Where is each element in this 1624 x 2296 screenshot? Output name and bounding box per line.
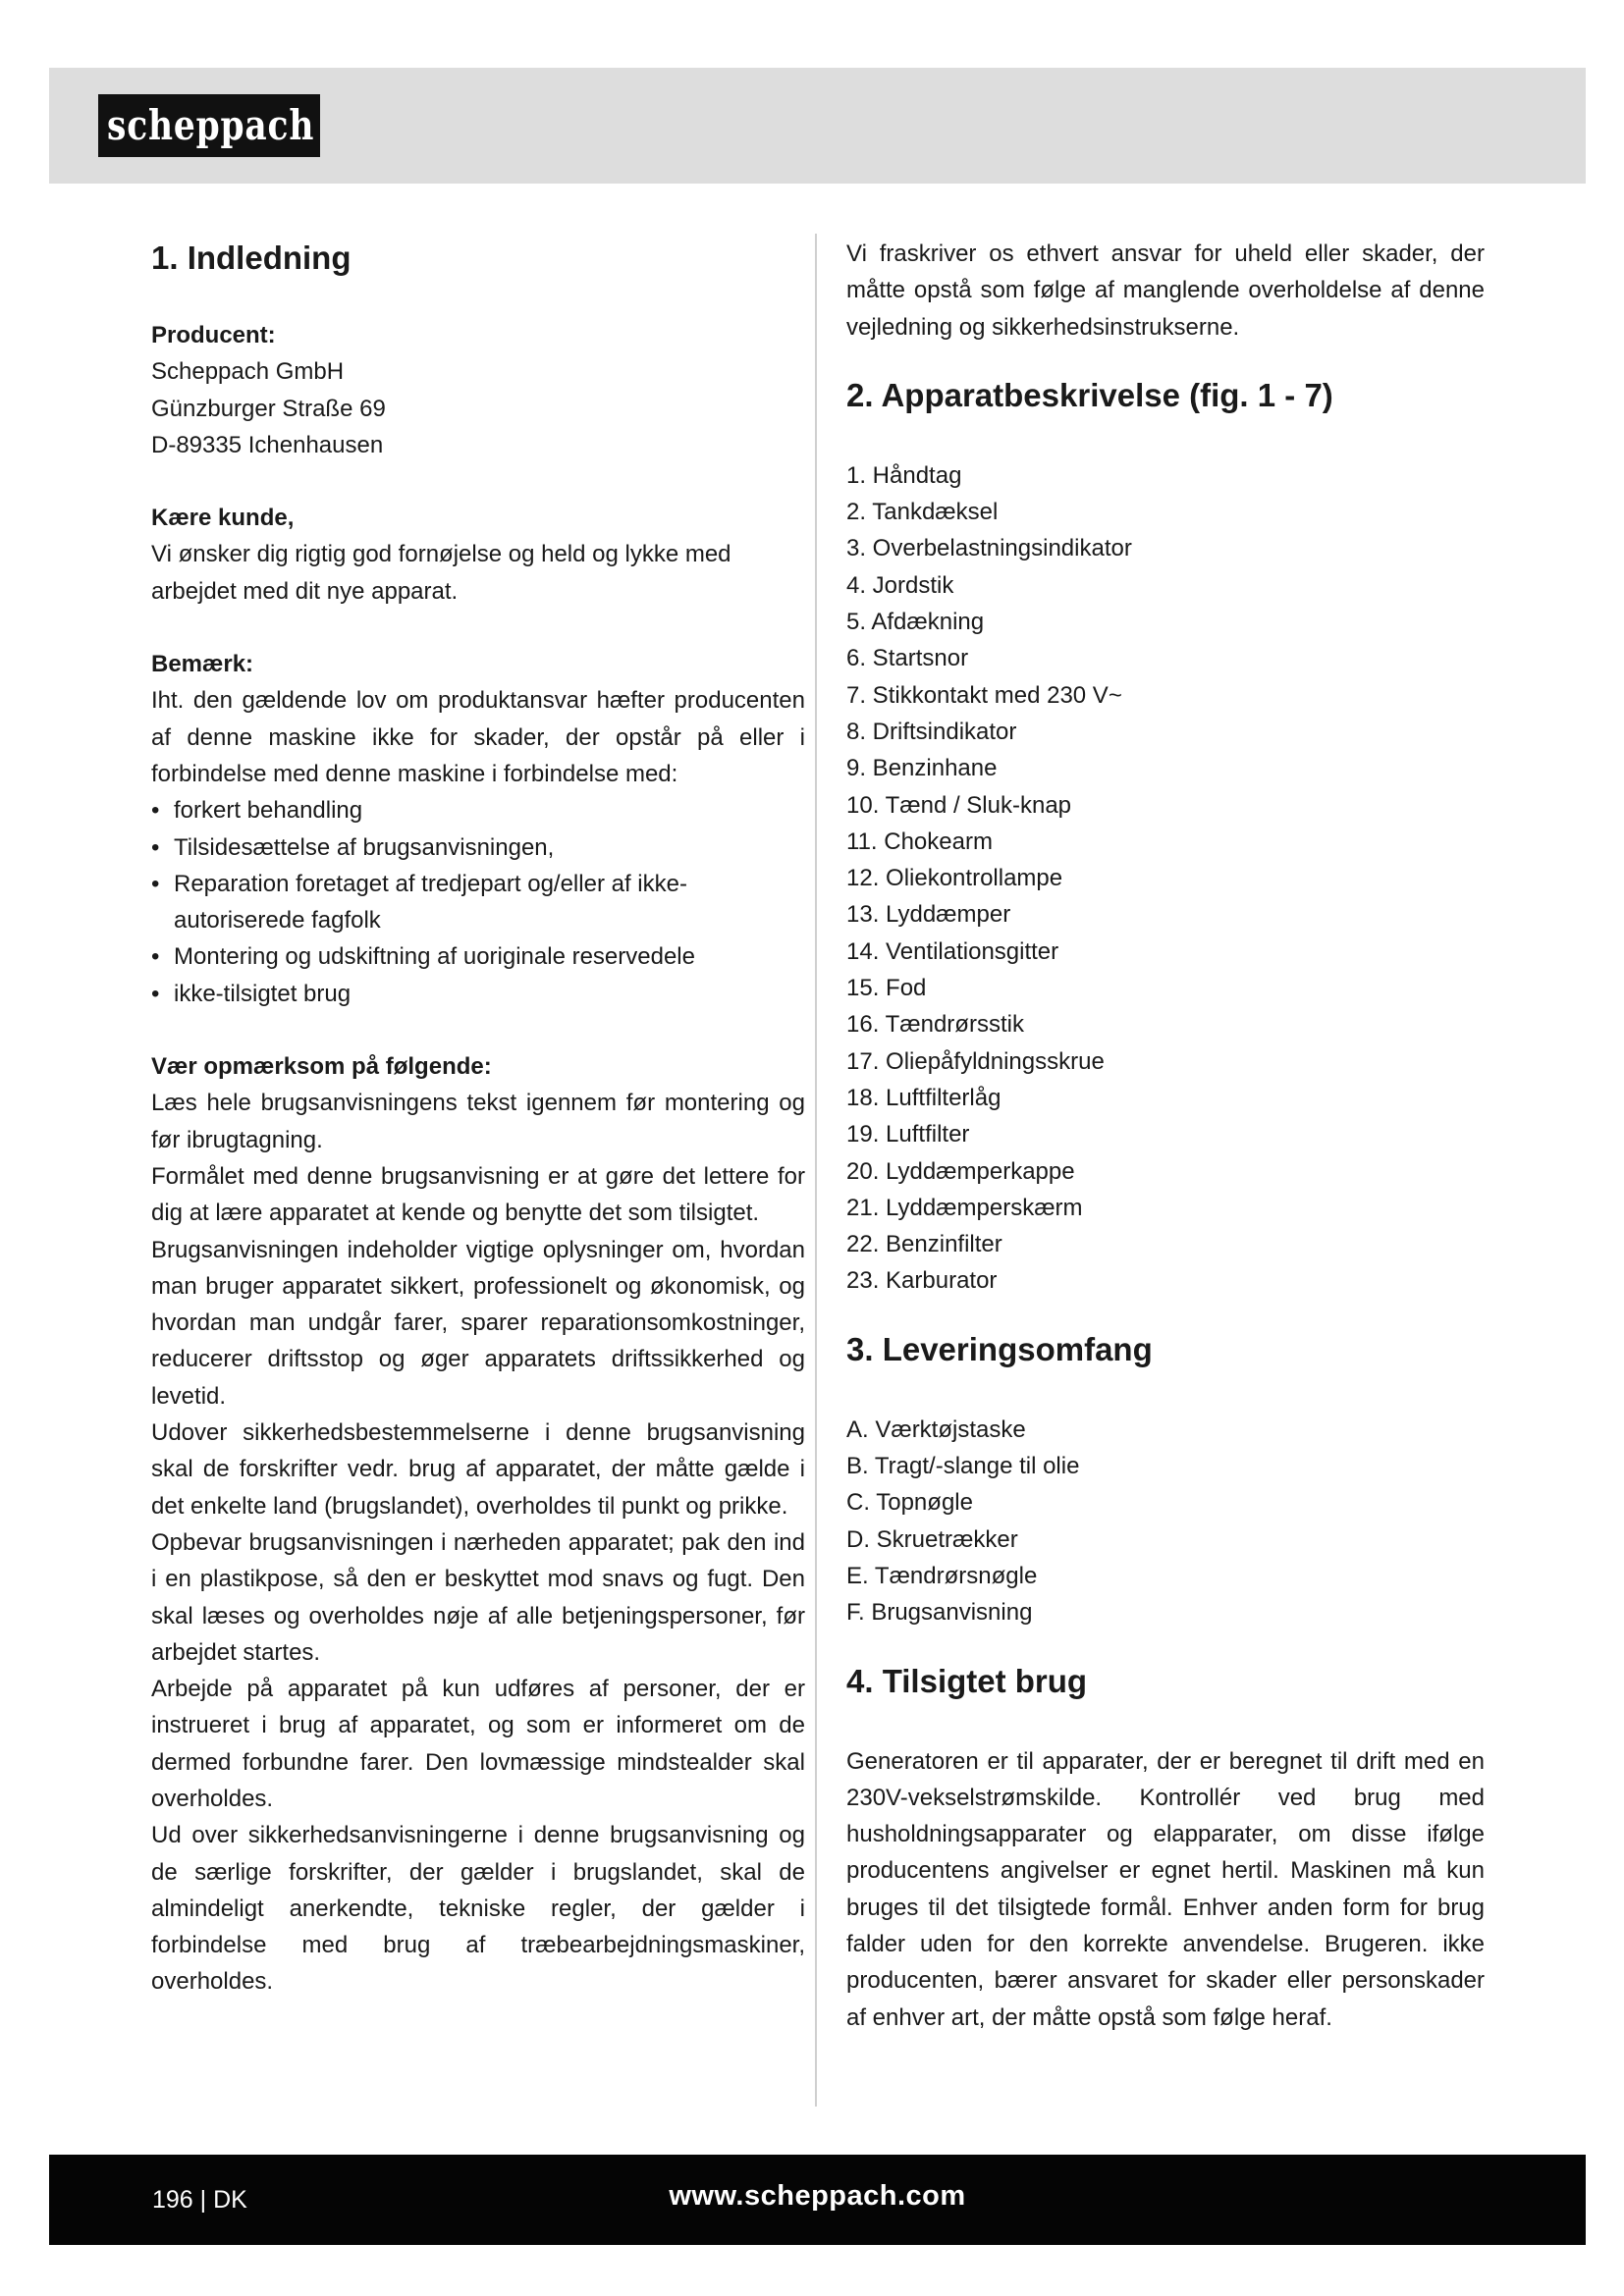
attention-paragraph: Opbevar brugsanvisningen i nærheden apparatet; pak den ind i en plastikpose, så den er beskyttet mod snavs og fugt. Den skal læses og overholdes nøje af alle betjeningspersoner, før arbejdet startes. (151, 1528, 805, 1666)
website-link[interactable]: www.scheppach.com (669, 2180, 966, 2212)
list-item: 2. Tankdæksel (846, 499, 999, 526)
header-band (49, 68, 1586, 184)
list-item: 23. Karburator (846, 1267, 998, 1295)
column-divider (815, 234, 817, 2107)
list-item: 19. Luftfilter (846, 1121, 970, 1148)
delivery-list (846, 1412, 1485, 1631)
list-item: 7. Stikkontakt med 230 V~ (846, 681, 1122, 709)
producer-street: Günzburger Straße 69 (151, 395, 386, 422)
section-4-title: 4. Tilsigtet brug (846, 1662, 1088, 1699)
left-column (151, 236, 805, 2001)
note-label: Bemærk: (151, 651, 254, 678)
attention-label: Vær opmærksom på følgende: (151, 1053, 492, 1081)
list-item: 16. Tændrørsstik (846, 1011, 1024, 1039)
list-item: 20. Lyddæmperkappe (846, 1157, 1075, 1185)
list-item: 9. Benzinhane (846, 755, 998, 782)
section-1-title: 1. Indledning (151, 240, 352, 276)
intended-use-text: Generatoren er til apparater, der er beregnet til drift med en 230V-vekselstrømskilde. Kontrollér ved brug med husholdningsapparater og elapparater, om disse ifølge producentens angivelser er egnet hertil. Maskinen må kun bruges til det tilsigtede formål. Enhver anden form for brug falder uden for den korrekte anvendelse. Brugeren. ikke producenten, bærer ansvaret for skader eller personskader af enhver art, der måtte opstå som følge heraf. (846, 1747, 1485, 2031)
producer-label: Producent: (151, 322, 276, 348)
list-item: • Tilsidesættelse af brugsanvisningen, (151, 829, 805, 866)
attention-paragraph: Brugsanvisningen indeholder vigtige oplysninger om, hvordan man bruger apparatet sikkert, professionelt og økonomisk, og hvordan man undgår farer, sparer reparationsomkostninger, reducerer driftsstop og øger apparatets driftssikkerhed og levetid. (151, 1236, 805, 1410)
list-item: F. Brugsanvisning (846, 1599, 1033, 1627)
list-item: 8. Driftsindikator (846, 718, 1017, 745)
parts-list (846, 457, 1485, 1300)
section-2-title: 2. Apparatbeskrivelse (fig. 1 - 7) (846, 376, 1333, 413)
list-item: 12. Oliekontrollampe (846, 865, 1063, 892)
section-3-title: 3. Leveringsomfang (846, 1330, 1153, 1367)
list-item: 15. Fod (846, 975, 927, 1002)
list-item: 22. Benzinfilter (846, 1231, 1002, 1258)
list-item: A. Værktøjstaske (846, 1415, 1026, 1443)
list-item: • Reparation foretaget af tredjepart og/eller af ikke-autoriserede fagfolk (151, 866, 805, 939)
greeting-label: Kære kunde, (151, 505, 295, 532)
list-item: • forkert behandling (151, 792, 805, 828)
note-bullet-list (151, 792, 805, 1012)
list-item: E. Tændrørsnøgle (846, 1562, 1038, 1589)
producer-name: Scheppach GmbH (151, 358, 345, 386)
page-reference: 196 | DK (152, 2186, 247, 2214)
attention-paragraph: Ud over sikkerhedsanvisningerne i denne brugsanvisning og de særlige forskrifter, der gælder i brugslandet, skal de almindeligt anerkendte, tekniske regler, der gælder i forbindelse med brug af træbearbejdningsmaskiner, overholdes. (151, 1822, 805, 1996)
greeting-text: Vi ønsker dig rigtig god fornøjelse og held og lykke med arbejdet med dit nye apparat. (151, 541, 731, 605)
disclaimer-text: Vi fraskriver os ethvert ansvar for uheld eller skader, der måtte opstå som følge af manglende overholdelse af denne vejledning og sikkerhedsinstrukserne. (846, 240, 1485, 341)
producer-city: D-89335 Ichenhausen (151, 431, 384, 458)
note-text: Iht. den gældende lov om produktansvar hæfter producenten af denne maskine ikke for skader, der opstår på eller i forbindelse med denne maskine i forbindelse med: (151, 687, 805, 787)
list-item: 10. Tænd / Sluk-knap (846, 791, 1072, 819)
attention-paragraph: Formålet med denne brugsanvisning er at gøre det lettere for dig at lære apparatet at kende og benytte det som tilsigtet. (151, 1162, 805, 1227)
list-item: 14. Ventilationsgitter (846, 937, 1059, 965)
list-item: C. Topnøgle (846, 1489, 973, 1517)
list-item: B. Tragt/-slange til olie (846, 1453, 1080, 1480)
list-item: 6. Startsnor (846, 645, 969, 672)
attention-paragraph: Læs hele brugsanvisningens tekst igennem før montering og før ibrugtagning. (151, 1090, 805, 1153)
list-item: 11. Chokearm (846, 828, 993, 855)
attention-paragraph: Arbejde på apparatet på kun udføres af personer, der er instrueret i brug af apparatet, og som er informeret om de dermed forbundne farer. Den lovmæssige mindstealder skal overholdes. (151, 1676, 805, 1812)
list-item: 4. Jordstik (846, 571, 954, 599)
list-item: • ikke-tilsigtet brug (151, 976, 805, 1012)
list-item: D. Skruetrækker (846, 1525, 1018, 1553)
list-item: • Montering og udskiftning af uoriginale reservedele (151, 938, 805, 975)
list-item: 5. Afdækning (846, 609, 985, 636)
list-item: 3. Overbelastningsindikator (846, 535, 1132, 562)
list-item: 18. Luftfilterlåg (846, 1084, 1001, 1111)
list-item: 21. Lyddæmperskærm (846, 1194, 1083, 1221)
attention-paragraph: Udover sikkerhedsbestemmelserne i denne brugsanvisning skal de forskrifter vedr. brug af apparatet, der måtte gælde i det enkelte land (brugslandet), overholdes til punkt og prikke. (151, 1419, 805, 1520)
right-column (846, 236, 1485, 2036)
scheppach-logo (98, 94, 320, 157)
list-item: 17. Oliepåfyldningsskrue (846, 1047, 1105, 1075)
list-item: 1. Håndtag (846, 461, 962, 489)
footer-bar (49, 2155, 1586, 2245)
logo-text: scheppach (107, 101, 315, 149)
list-item: 13. Lyddæmper (846, 901, 1011, 929)
